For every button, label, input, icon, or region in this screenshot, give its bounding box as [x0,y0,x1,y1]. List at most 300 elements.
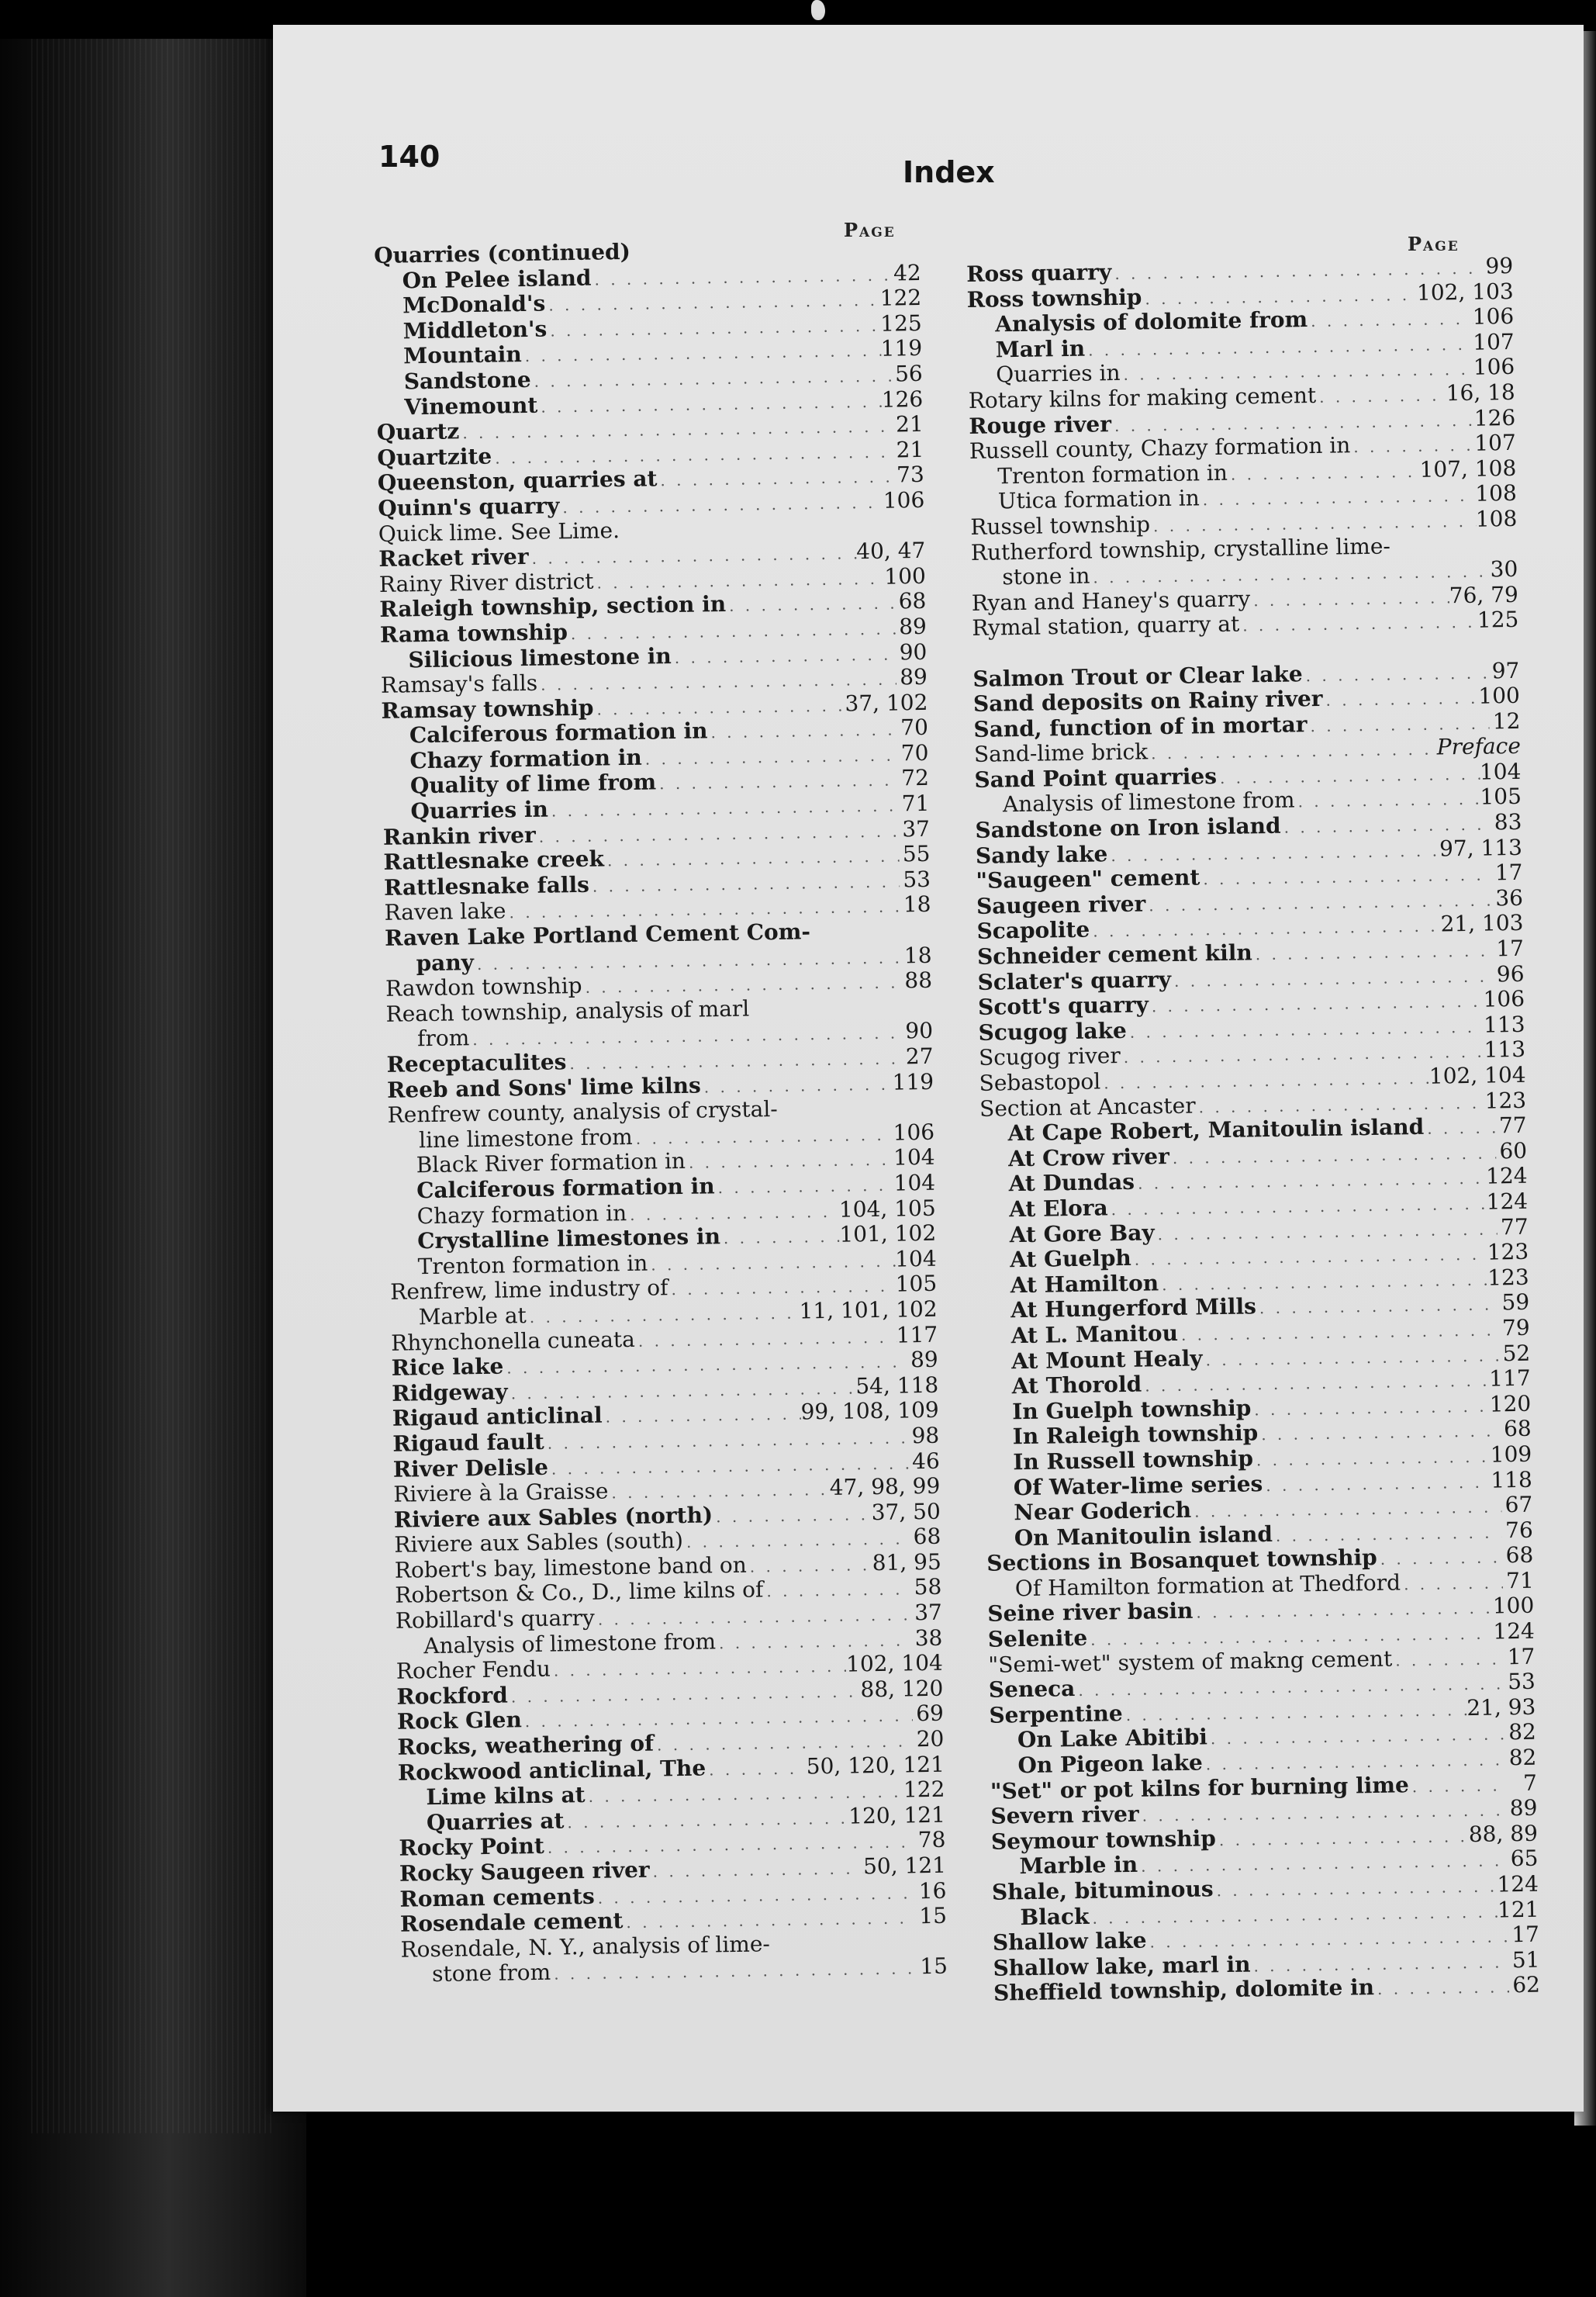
index-entry-text: Sandstone [403,366,531,395]
index-entry-page: 99 [1485,252,1514,279]
page-number: 140 [378,140,440,174]
index-entry-page: 27 [905,1043,934,1070]
leader-dots [1401,1570,1503,1597]
index-entry-text: Trenton formation in [417,1250,648,1280]
index-entry-page: 88, 89 [1468,1820,1539,1847]
leader-dots [1251,1393,1490,1422]
index-entry-page: 68 [898,588,927,614]
index-entry-page: 16 [918,1877,947,1904]
index-entry-text: Selenite [987,1624,1088,1652]
index-entry-text: Of Hamilton formation at Thedford [1014,1569,1401,1602]
index-entry-page: 125 [1477,607,1519,634]
leader-dots [642,742,898,772]
index-entry-text: "Semi-wet" system of makng cement [988,1645,1393,1678]
index-entry-text: Rattlesnake creek [383,846,605,876]
index-entry-page: 122 [879,285,922,311]
index-entry-page: 52 [1502,1340,1531,1366]
index-entry-text: Sandstone on Iron island [975,812,1281,843]
index-entry-text: Raven Lake Portland Cement Com- [384,918,811,951]
index-entry-text: Rigaud fault [392,1428,544,1457]
index-entry-page: 119 [892,1068,934,1095]
index-entry-page: 62 [1512,1972,1541,1998]
leader-dots [1263,1469,1491,1498]
index-entry-page: 37 [914,1599,943,1626]
index-entry-page: 126 [1473,404,1516,431]
leader-dots [706,1756,807,1783]
index-entry-text: Rosendale, N. Y., analysis of lime- [400,1931,771,1963]
index-entry-text: Ross township [966,284,1142,313]
leader-dots [726,591,896,619]
index-entry-page: 124 [1486,1188,1529,1215]
index-entry-page: 37, 102 [845,689,928,717]
leader-dots [1302,660,1488,688]
index-entry-page: 104 [893,1144,935,1171]
index-entry-page: 50, 121 [862,1852,947,1880]
index-entry-text: Of Water-lime series [1013,1470,1263,1500]
index-entry-text: Raven lake [384,898,506,926]
index-entry-text: At Elora [1008,1195,1108,1223]
index-entry-text: Sheffield township, dolomite in [993,1974,1375,2007]
index-entry-text: In Raleigh township [1012,1420,1259,1450]
index-entry-text: Chazy formation in [416,1199,627,1229]
index-entry-page: 98 [911,1422,940,1449]
index-entry-text: Seymour township [990,1825,1217,1855]
index-entry-text: Trenton formation in [997,459,1228,489]
index-entry-text: Rotary kilns for making cement [968,382,1317,413]
index-entry-text: At Cape Robert, Manitoulin island [1007,1114,1425,1147]
index-entry-text: Mountain [403,341,522,369]
index-entry-page: 96 [1496,960,1525,987]
index-entry-page: 21 [896,436,924,463]
index-entry-text: line limestone from [418,1123,633,1154]
index-entry-text: Marble at [418,1302,527,1330]
index-entry-page: 59 [1501,1289,1530,1316]
index-entry-text: Rainy River district [378,568,594,597]
leader-dots [602,1402,801,1430]
index-entry-page: 71 [901,790,930,817]
index-entry-text: Scapolite [976,917,1090,945]
index-entry-text: Reeb and Sons' lime kilns [386,1072,702,1103]
index-entry-page: 55 [902,841,931,867]
index-entry-text: Rocher Fendu [396,1655,551,1685]
leader-dots [720,1224,840,1251]
index-entry-text: Sandy lake [975,840,1108,869]
index-entry-page: 106 [1483,986,1525,1012]
index-entry-page: 68 [1503,1416,1532,1442]
leader-dots [1256,1292,1499,1321]
index-entry-text: At Guelph [1009,1244,1132,1273]
index-entry-text: Rockwood anticlinal, The [397,1755,706,1786]
index-entry-text: Seine river basin [987,1598,1194,1628]
leader-dots [1258,1419,1501,1448]
index-entry-text: pany [416,949,475,976]
leader-dots [608,1477,830,1506]
index-entry-text: Quality of lime from [409,769,657,799]
index-entry-page: 82 [1508,1719,1537,1745]
index-entry-text: Sand deposits on Rainy river [972,685,1323,718]
index-entry-text: Shale, bituminous [991,1876,1214,1905]
index-entry-text: Serpentine [989,1700,1123,1728]
index-entry-page: 76 [1504,1517,1534,1543]
index-entry-text: Schneider cement kiln [976,939,1252,970]
index-entry-page: Preface [1436,733,1522,760]
index-entry-text: At Hamilton [1010,1270,1159,1299]
index-entry-page: 104, 105 [838,1195,936,1223]
index-entry-page: 79 [1501,1314,1530,1341]
leader-dots [1409,1773,1507,1800]
leader-dots [1322,686,1478,714]
index-entry-page: 106 [1473,354,1515,381]
index-entry-text: Rutherford township, crystalline lime- [970,532,1391,566]
index-entry-page: 70 [900,714,929,741]
index-entry-text: At Crow river [1007,1143,1170,1172]
index-entry-text: On Manitoulin island [1014,1520,1273,1551]
index-entry-page: 108 [1475,505,1518,532]
index-entry-text: Rankin river [382,822,537,850]
index-entry-text: Queenston, quarries at [377,465,658,496]
index-entry-page: 123 [1484,1087,1527,1114]
index-entry-text: "Set" or pot kilns for burning lime [990,1771,1410,1804]
index-entry-page: 124 [1497,1870,1539,1897]
index-entry-text: At L. Manitou [1010,1320,1179,1349]
index-entry-page: 60 [1499,1137,1528,1164]
leader-dots [747,1552,872,1579]
index-entry-text: McDonald's [402,290,546,319]
index-entry-text: Renfrew, lime industry of [389,1275,668,1306]
index-column-left [374,235,948,1988]
index-entry-text: Receptaculites [386,1049,567,1078]
index-entry-text: Russell county, Chazy formation in [969,432,1351,465]
index-entry-page: 124 [1493,1617,1536,1645]
index-entry-page: 106 [893,1119,935,1146]
index-entry-page: 104 [1479,758,1522,785]
book-binding [0,39,306,2297]
index-entry-text: On Pigeon lake [1017,1749,1204,1779]
index-entry-text: River Delisle [392,1454,549,1482]
index-entry-text: Rigaud anticlinal [392,1402,603,1432]
index-entry-page: 69 [915,1700,945,1727]
index-entry-text: Near Goderich [1014,1496,1192,1526]
index-entry-page: 20 [916,1725,945,1752]
index-entry-page: 100 [884,562,927,590]
leader-dots [1250,585,1449,614]
index-entry-text: Rouge river [969,410,1112,439]
index-entry-text: Rocky Point [399,1833,545,1862]
index-entry-page: 17 [1507,1643,1536,1669]
leader-dots [1252,938,1494,967]
page-title: Index [903,155,995,189]
index-entry-text: Analysis of limestone from [1002,787,1295,818]
index-entry-page: 76, 79 [1449,581,1519,608]
leader-dots [1308,306,1473,334]
index-entry-page: 106 [883,486,925,514]
index-entry-page: 83 [1494,808,1522,835]
index-entry-text: Rhynchonella cuneata [390,1326,636,1356]
index-entry-page: 82 [1508,1744,1537,1771]
index-entry-text: On Pelee island [402,265,592,294]
index-entry-text: Ross quarry [966,259,1112,287]
index-entry-page: 15 [920,1953,948,1980]
index-entry-page: 99, 108, 109 [800,1397,939,1425]
index-entry-page: 100 [1492,1593,1535,1620]
index-entry-text: Utica formation in [997,485,1200,514]
index-entry-page: 50, 120, 121 [806,1751,945,1780]
index-entry-text: Riviere à la Graisse [393,1478,609,1507]
index-entry-page: 117 [1488,1365,1531,1392]
leader-dots [672,642,896,670]
index-entry-text: Rock Glen [396,1707,523,1735]
index-entry-text: Rosendale cement [399,1908,624,1937]
index-entry-page: 67 [1504,1491,1533,1518]
index-entry-text: Robillard's quarry [395,1604,596,1634]
index-entry-page: 90 [905,1018,934,1044]
index-entry-page: 90 [899,638,928,665]
index-entry-text: Raleigh township, section in [379,591,727,623]
index-entry-text: Middleton's [402,316,548,344]
index-entry-page: 18 [903,942,932,968]
leader-dots [633,1122,893,1151]
leader-dots [1273,1520,1502,1548]
leader-dots [1374,1975,1509,2002]
index-entry-page: 18 [903,891,931,918]
index-entry-page: 72 [901,765,930,791]
leader-dots [686,1147,894,1176]
leader-dots [559,490,883,521]
index-entry-page: 70 [900,739,929,766]
index-entry-text: Ryan and Haney's quarry [971,586,1251,616]
index-entry-text: from [416,1025,470,1052]
index-entry-page: 81, 95 [872,1548,942,1576]
index-entry-text: Ramsay's falls [380,669,538,699]
index-entry-text: Black [1020,1903,1090,1930]
index-entry-page: 17 [1494,860,1523,886]
index-entry-text: Sand-lime brick [973,739,1149,768]
index-entry-page: 120, 121 [848,1801,946,1829]
index-entry-text: Rama township [379,619,568,648]
leader-dots [527,1300,800,1330]
index-entry-text: Rice lake [391,1353,504,1381]
index-entry-text: Rymal station, quarry at [972,611,1240,642]
index-entry-text: Quartzite [377,443,492,471]
leader-dots [648,1248,895,1278]
index-entry-text: At Mount Healy [1010,1344,1203,1374]
index-entry-text: Rockford [396,1682,509,1710]
paper-speck [811,0,825,20]
leader-dots [1392,1646,1504,1673]
leader-dots [1217,762,1480,791]
index-entry-text: Marble in [1019,1852,1138,1880]
index-entry-text: Quinn's quarry [378,493,560,521]
index-entry-text: Crystalline limestones in [416,1223,721,1254]
index-entry-page: 11, 101, 102 [799,1296,938,1324]
index-entry-page: 21, 93 [1466,1693,1536,1721]
index-entry-text: Sclater's quarry [977,966,1172,995]
index-entry-page: 21, 103 [1440,910,1524,937]
index-entry-text: Sections in Bosanquet township [986,1545,1377,1577]
index-entry-text: Renfrew county, analysis of crystal- [387,1096,779,1129]
index-entry-page: 78 [917,1827,946,1853]
index-entry-text: Roman cements [399,1883,595,1912]
index-entry-page: 102, 103 [1416,278,1514,306]
index-entry-text: stone from [431,1960,551,1987]
index-entry-page: 68 [1505,1542,1534,1569]
index-entry-text: Scugog river [978,1043,1121,1071]
index-entry-text: Quartz [376,418,460,446]
index-entry-page: 73 [896,462,925,488]
index-entry-text: Scott's quarry [977,991,1149,1021]
index-entry-page: 109 [1490,1441,1532,1468]
index-entry-text: Ridgeway [392,1379,508,1406]
index-entry-page: 89 [1509,1794,1538,1821]
index-entry-page: 117 [896,1321,938,1348]
index-entry-text: Rocky Saugeen river [399,1856,650,1887]
leader-dots [1294,787,1480,815]
index-entry-page: 119 [880,335,923,362]
index-entry-text: Scugog lake [978,1017,1128,1046]
leader-dots [1250,1949,1509,1979]
index-entry-text: Lime kilns at [426,1782,586,1811]
index-entry-text: Salmon Trout or Clear lake [972,660,1303,692]
index-entry-text: Riviere aux Sables (north) [393,1502,713,1533]
index-entry-page: 58 [914,1574,942,1600]
leader-dots [627,1199,839,1227]
index-entry-text: Black River formation in [416,1148,686,1178]
index-entry-text: "Saugeen" cement [976,864,1200,894]
index-column-right [966,254,1540,2007]
index-entry-page: 107 [1474,430,1516,456]
index-entry-page: 105 [895,1271,938,1297]
index-entry-page: 42 [893,259,921,286]
leader-dots [593,693,845,722]
leader-dots [707,718,897,745]
index-entry-page: 126 [881,386,924,413]
index-entry-page: 17 [1511,1921,1540,1948]
index-entry-text: Rocks, weathering of [397,1730,655,1760]
index-entry-text: Robert's bay, limestone band on [394,1552,748,1583]
leader-dots [657,465,893,493]
index-entry-text: Section at Ancaster [979,1092,1196,1122]
leader-dots [1228,459,1420,487]
index-entry-page: 38 [914,1624,943,1651]
index-entry-page: 125 [879,310,922,337]
index-entry-text: Russel township [970,511,1151,540]
leader-dots [763,1577,910,1605]
index-entry-page: 16, 18 [1446,379,1515,406]
index-entry-text: Sebastopol [979,1068,1101,1096]
index-entry-page: 122 [903,1776,945,1803]
index-entry-page: 124 [1485,1163,1528,1189]
leader-dots [1424,1116,1496,1142]
index-entry-page: 30 [1490,556,1518,583]
index-entry-page: 46 [911,1448,940,1474]
index-entry-page: 107 [1472,328,1515,355]
index-entry-text: Seneca [988,1676,1076,1704]
index-entry-page: 36 [1495,884,1524,912]
index-entry-text: Calciferous formation in [409,718,708,749]
index-entry-text: Quick lime. See Lime. [378,517,620,547]
leader-dots [1216,1824,1470,1853]
index-entry-page: 7 [1522,1769,1538,1796]
index-entry-page: 89 [898,613,928,640]
index-entry-text: Quarries at [426,1808,565,1835]
leader-dots [701,1071,893,1099]
index-entry-page: 89 [899,663,928,690]
index-entry-page: 65 [1510,1846,1539,1872]
index-entry-text: Vinemount [404,392,538,420]
index-entry-page: 121 [1497,1896,1539,1923]
index-entry-text: stone in [1002,562,1090,590]
index-entry-page: 37 [902,815,931,842]
leader-dots [713,1502,872,1530]
index-entry-page: 123 [1487,1264,1529,1291]
index-entry-text: Analysis of dolomite from [995,306,1308,337]
index-entry-text: Sand, function of in mortar [973,711,1308,742]
index-entry-page: 104 [893,1169,936,1196]
index-entry-page: 51 [1511,1946,1540,1973]
index-entry-text: At Gore Bay [1009,1219,1155,1247]
index-entry-page: 89 [910,1346,938,1373]
index-entry-page: 54, 118 [855,1372,939,1399]
index-entry-text: At Dundas [1008,1169,1135,1197]
index-entry-text: Rattlesnake falls [383,871,590,901]
page-column-head-left: Page [844,219,896,241]
index-entry-page: 106 [1472,303,1515,330]
index-entry-text: Ramsay township [381,694,594,724]
index-entry-text: Reach township, analysis of marl [385,995,750,1027]
index-entry-text: In Guelph township [1012,1395,1252,1424]
index-entry-text: At Hungerford Mills [1010,1293,1257,1323]
index-entry-page: 15 [919,1902,948,1929]
index-entry-page: 71 [1505,1567,1535,1594]
index-entry-page: 21 [895,411,924,438]
index-entry-text: Quarries in [996,360,1121,388]
index-entry-text: Calciferous formation in [416,1173,715,1204]
index-entry-page: 17 [1496,935,1525,962]
index-entry-page: 77 [1498,1112,1527,1139]
index-entry-text: Quarries (continued) [373,238,631,268]
index-entry-page: 100 [1478,682,1521,709]
index-entry-text: Robertson & Co., D., lime kilns of [395,1576,764,1609]
index-entry-page: 68 [913,1524,941,1550]
index-entry-text: Racket river [378,544,529,573]
index-entry-text: Marl in [995,335,1086,363]
index-entry-page: 97 [1491,657,1520,683]
index-entry-text: Rawdon township [385,973,582,1002]
index-entry-page: 56 [894,360,923,387]
index-entry-page: 40, 47 [855,538,926,565]
index-entry-page: 108 [1475,480,1518,507]
index-entry-page: 37, 50 [871,1498,941,1525]
index-entry-text: Analysis of limestone from [423,1628,717,1659]
index-entry-page: 88 [904,967,933,994]
leader-dots [1377,1545,1502,1572]
index-entry-page: 120 [1489,1390,1532,1417]
leader-dots [1239,610,1477,638]
leader-dots [649,1856,863,1884]
index-entry-text: In Russell township [1013,1445,1254,1475]
leader-dots [635,1324,896,1354]
index-entry-text: On Lake Abitibi [1017,1724,1208,1753]
index-entry-text: Quarries in [410,796,549,825]
index-entry-page: 105 [1480,784,1522,811]
index-entry-page: 104 [894,1245,937,1272]
index-entry-page: 102, 104 [1428,1061,1526,1089]
index-entry-page: 113 [1484,1036,1526,1064]
page-column-head-right: Page [1408,233,1460,255]
index-entry-page: 101, 102 [839,1219,937,1247]
index-entry-text: Chazy formation in [409,744,642,774]
index-entry-text: Severn river [990,1801,1139,1829]
